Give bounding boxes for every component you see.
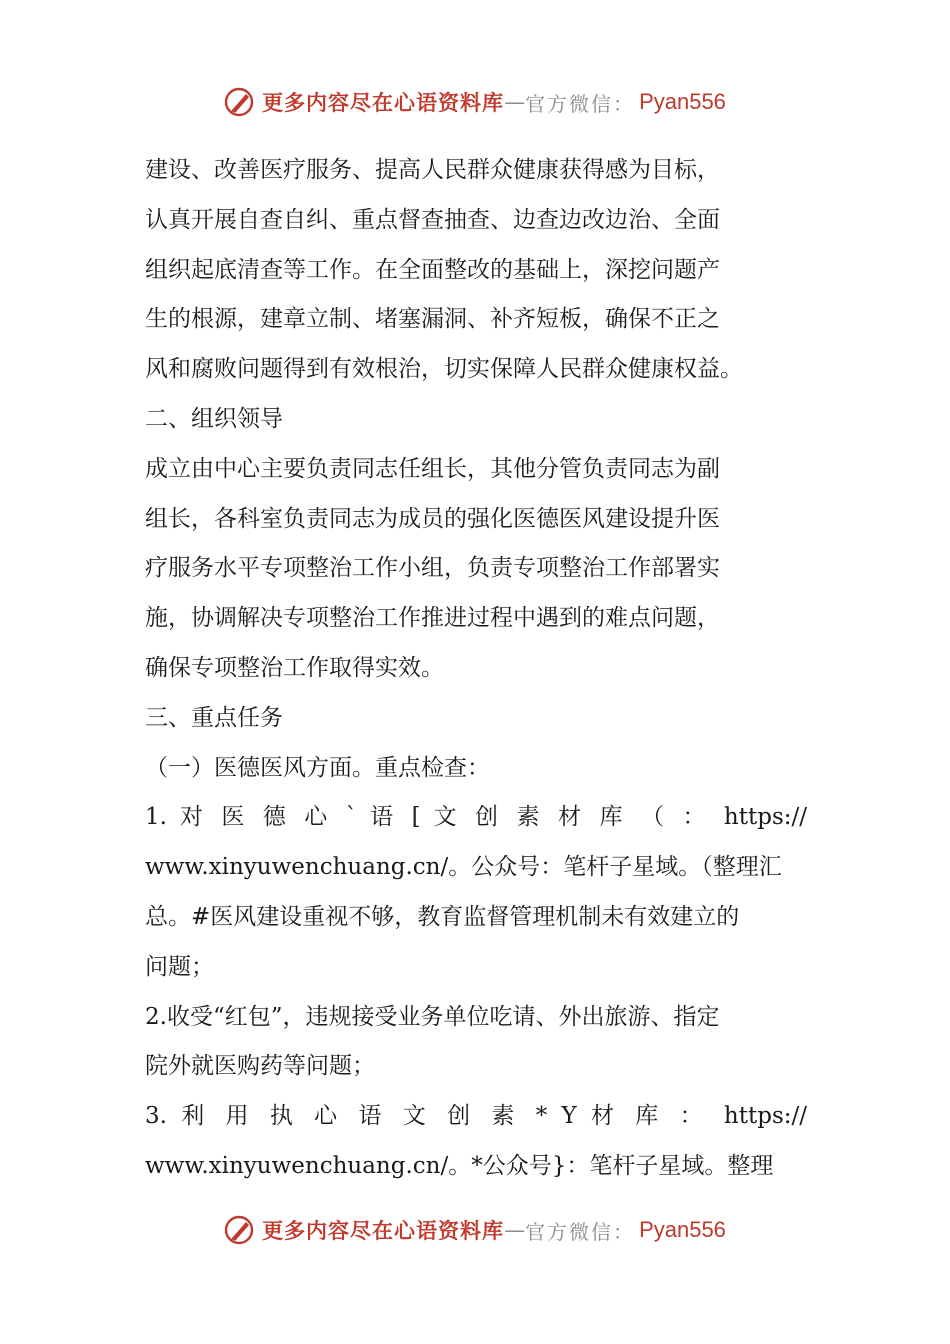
list-item-3-line-1: 3. 利 用 执 心 语 文 创 素 * Y 材 库 ： https:// (145, 1103, 807, 1130)
footer-dash: — (504, 1218, 526, 1242)
footer-banner (0, 1210, 950, 1250)
list-item-3-line-2: www.xinyuwenchuang.cn/。*公众号}：笔杆子星域。整理 (145, 1152, 774, 1179)
header-brand: 更多内容尽在心语资料库 (262, 90, 505, 115)
body-line-3: 组织起底清查等工作。在全面整改的基础上，深挖问题产 (145, 256, 720, 283)
header-banner (0, 82, 950, 122)
pen-seal-icon (224, 1214, 256, 1246)
body-line-5: 风和腐败问题得到有效根治，切实保障人民群众健康权益。 (145, 356, 743, 383)
list-item-2-line-1: 2.收受“红包”，违规接受业务单位吃请、外出旅游、指定 (145, 1003, 720, 1030)
list-item-2-line-2: 院外就医购药等问题； (145, 1053, 375, 1080)
body-line-7: 成立由中心主要负责同志任组长，其他分管负责同志为副 (145, 455, 720, 482)
body-line-11: 确保专项整治工作取得实效。 (145, 654, 444, 681)
body-line-2: 认真开展自查自纠、重点督查抽查、边查边改边治、全面 (145, 206, 720, 233)
pen-seal-icon (224, 86, 256, 118)
footer-official-label: 官方微信： (525, 1219, 636, 1244)
header-official-label: 官方微信： (525, 91, 636, 116)
body-line-1: 建设、改善医疗服务、提高人民群众健康获得感为目标， (145, 157, 720, 183)
section-heading-2: 二、组织领导 (145, 405, 283, 432)
document-body (145, 146, 807, 1192)
list-item-1-line-2: www.xinyuwenchuang.cn/。公众号：笔杆子星域。（整理汇 (145, 854, 782, 881)
header-wechat-id: Pyan556 (639, 89, 726, 114)
subsection-heading-1: （一）医德医风方面。重点检查： (145, 754, 490, 781)
footer-brand: 更多内容尽在心语资料库 (262, 1218, 505, 1243)
header-dash: — (504, 90, 526, 114)
body-line-8: 组长，各科室负责同志为成员的强化医德医风建设提升医 (145, 505, 720, 532)
footer-wechat-id: Pyan556 (639, 1217, 726, 1242)
list-item-1-line-3: 总。#医风建设重视不够，教育监督管理机制未有效建立的 (145, 903, 740, 930)
body-line-10: 施，协调解决专项整治工作推进过程中遇到的难点问题， (145, 605, 720, 632)
section-heading-3: 三、重点任务 (145, 704, 283, 731)
list-item-1-line-1: 1. 对 医 德 心 ` 语 [ 文 创 素 材 库 （ ： https:// (145, 804, 807, 831)
body-line-9: 疗服务水平专项整治工作小组，负责专项整治工作部署实 (145, 555, 720, 582)
list-item-1-line-4: 问题； (145, 953, 214, 980)
body-line-4: 生的根源，建章立制、堵塞漏洞、补齐短板，确保不正之 (145, 306, 720, 333)
